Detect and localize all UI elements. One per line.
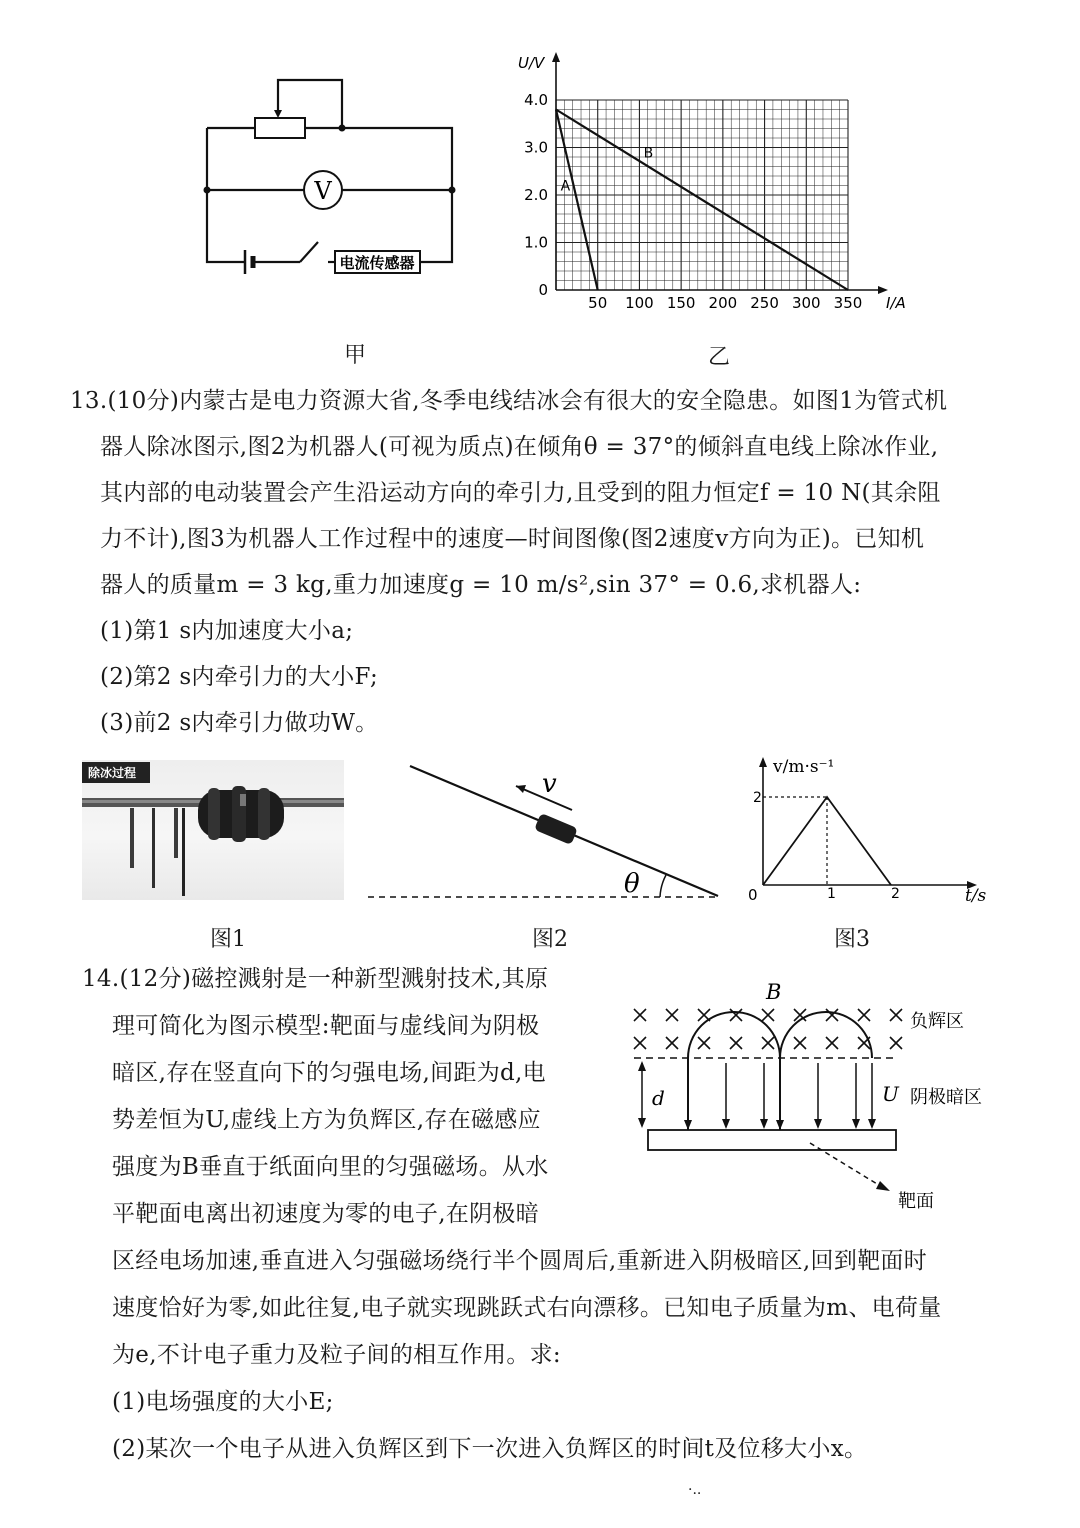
q14-subquestion: (1)电场强度的大小E; [112,1389,334,1415]
q14-subquestion: (2)某次一个电子从进入负辉区到下一次进入负辉区的时间t及位移大小x。 [112,1436,868,1462]
series-label-B: B [643,145,654,162]
x-tick-label: 250 [750,294,779,312]
field-into-page-mark [730,1037,742,1049]
q13-line: 13.(10分)内蒙古是电力资源大省,冬季电线结冰会有很大的安全隐患。如图1为管式机 [70,388,948,414]
q13-line: 器人的质量m = 3 kg,重力加速度g = 10 m/s²,sin 37° = 0.6,求机器人: [100,572,862,598]
x-tick-label: 50 [588,294,608,312]
q14-line: 理可简化为图示模型:靶面与虚线间为阴极 [112,1013,540,1039]
q13-line: 其内部的电动装置会产生沿运动方向的牵引力,且受到的阻力恒定f = 10 N(其余阻 [100,480,941,506]
current-sensor-label: 电流传感器 [339,254,415,272]
electron-path-arrow [776,1120,784,1130]
electric-field-arrow [868,1119,876,1129]
field-into-page-mark [762,1009,774,1021]
x-tick-label: 300 [791,294,821,312]
circuit-diagram [190,70,480,290]
x-axis-label: I/A [886,294,906,312]
electric-field-arrow [852,1119,860,1129]
fig3-y-tick: 2 [753,790,762,806]
fig2-velocity-label: v [542,769,557,799]
y-tick-label: 1.0 [524,233,548,252]
y-tick-label: 2.0 [524,186,548,204]
y-axis-label: U/V [518,54,545,72]
mag-U-label: U [882,1082,899,1106]
x-tick-label: 150 [666,294,696,312]
fig1-badge: 除冰过程 [82,762,150,783]
x-tick-label: 350 [833,294,863,312]
y-tick-label: 0 [538,281,548,299]
series-line-B [556,110,848,291]
field-into-page-mark [666,1037,678,1049]
caption-fig2: 图2 [532,927,568,952]
mag-d-label: d [652,1086,665,1110]
q14-line: 暗区,存在竖直向下的匀强电场,间距为d,电 [112,1060,546,1086]
series-line-A [556,110,598,291]
caption-fig1: 图1 [210,927,246,952]
page-mark: ·.. [688,1482,702,1498]
q13-line: 力不计),图3为机器人工作过程中的速度—时间图像(图2速度v方向为正)。已知机 [100,526,925,552]
voltmeter-symbol: V [314,177,332,205]
electric-field-arrow [760,1119,768,1129]
x-tick-label: 200 [708,294,738,312]
q14-line: 平靶面电离出初速度为零的电子,在阴极暗 [112,1201,540,1227]
q13-subquestion: (3)前2 s内牵引力做功W。 [100,710,379,736]
q14-line: 势差恒为U,虚线上方为负辉区,存在磁感应 [112,1107,541,1133]
fig1-photo [82,760,344,900]
x-tick-label: 100 [625,294,654,312]
q14-line: 14.(12分)磁控溅射是一种新型溅射技术,其原 [82,966,549,992]
q13-subquestion: (1)第1 s内加速度大小a; [100,618,354,644]
q14-line: 区经电场加速,垂直进入匀强磁场绕行半个圆周后,重新进入阴极暗区,回到靶面时 [112,1248,928,1274]
series-label-A: A [560,178,571,195]
field-into-page-mark [858,1009,870,1021]
electric-field-arrow [814,1119,822,1129]
fig3-x-tick: 2 [891,886,900,902]
region-dark-label: 阴极暗区 [910,1087,982,1108]
field-into-page-mark [826,1009,838,1021]
field-into-page-mark [730,1009,742,1021]
q13-line: 器人除冰图示,图2为机器人(可视为质点)在倾角θ = 37°的倾斜直电线上除冰作业, [100,434,939,460]
fig2-incline-diagram [360,760,730,910]
fig3-origin: 0 [748,886,758,904]
y-tick-label: 4.0 [524,91,548,109]
field-into-page-mark [698,1037,710,1049]
field-into-page-mark [762,1037,774,1049]
q14-line: 强度为B垂直于纸面向里的匀强磁场。从水 [112,1154,549,1180]
field-into-page-mark [890,1037,902,1049]
fig3-x-axis-label: t/s [965,886,987,905]
fig2-theta-label: θ [624,869,640,899]
y-tick-label: 3.0 [524,138,548,157]
q13-subquestion: (2)第2 s内牵引力的大小F; [100,664,379,690]
electric-field-arrow [722,1119,730,1129]
field-into-page-mark [890,1009,902,1021]
electron-path-arrow [684,1120,692,1130]
mag-B-label: B [766,980,782,1004]
region-glow-label: 负辉区 [910,1011,964,1032]
fig3-x-tick: 1 [827,886,836,902]
q14-line: 为e,不计电子重力及粒子间的相互作用。求: [112,1342,561,1368]
ui-graph [510,50,930,320]
fig3-vt-graph [745,755,1005,905]
field-into-page-mark [634,1037,646,1049]
caption-fig3: 图3 [834,927,870,952]
field-into-page-mark [666,1009,678,1021]
caption-jia: 甲 [344,343,367,368]
magnetron-diagram [620,975,1040,1225]
field-into-page-mark [794,1037,806,1049]
fig3-y-axis-label: v/m·s⁻¹ [773,757,835,777]
field-into-page-mark [826,1037,838,1049]
target-label: 靶面 [898,1191,934,1212]
field-into-page-mark [634,1009,646,1021]
q14-line: 速度恰好为零,如此往复,电子就实现跳跃式右向漂移。已知电子质量为m、电荷量 [112,1295,942,1321]
caption-yi: 乙 [708,345,731,370]
